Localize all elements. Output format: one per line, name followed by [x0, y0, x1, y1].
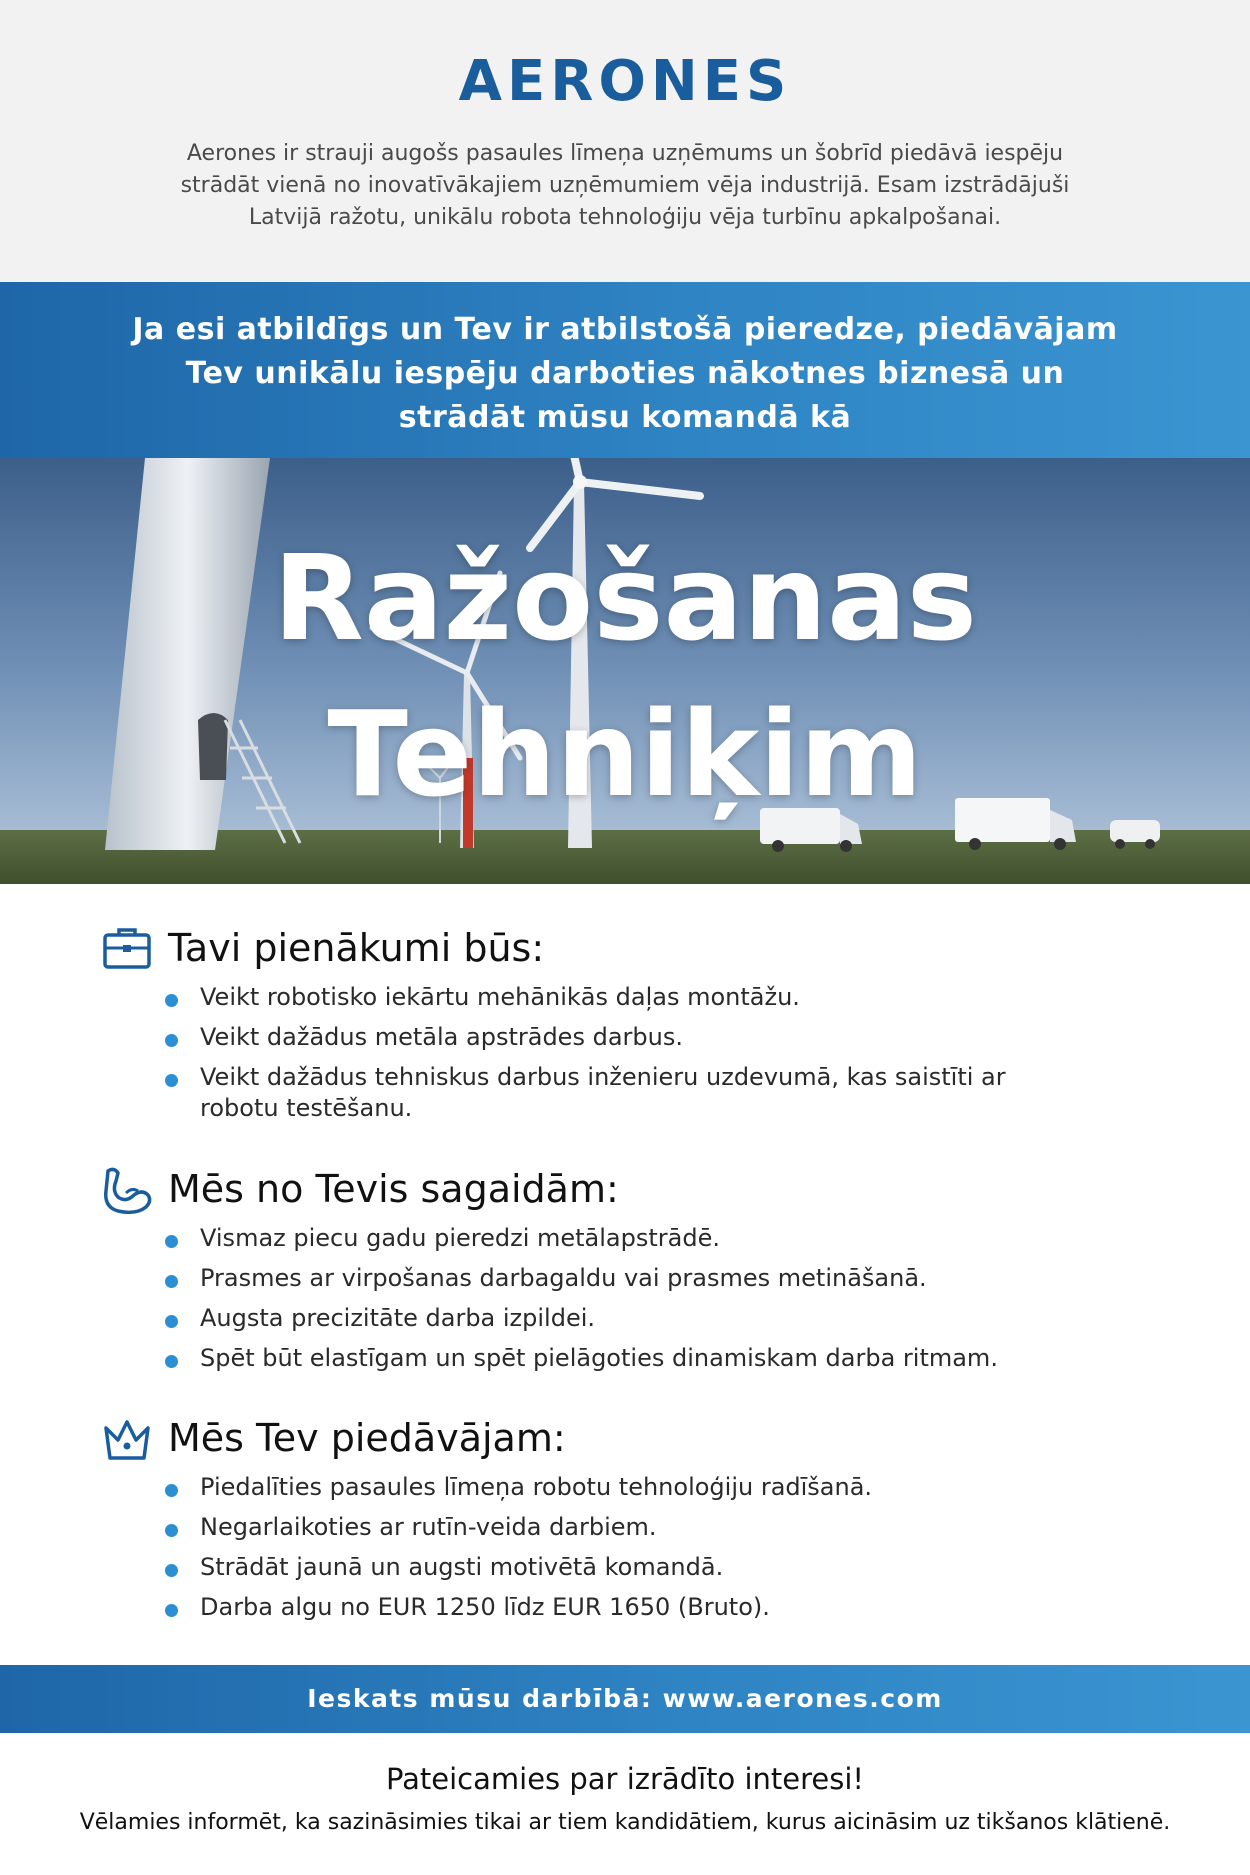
bullet-icon [165, 1604, 178, 1617]
bullet-icon [165, 1524, 178, 1537]
invitation-line-2: Tev unikālu iespēju darboties nākotnes biznesā un [185, 356, 1065, 391]
invitation-band [0, 282, 1250, 458]
website-link[interactable]: Ieskats mūsu darbībā: www.aerones.com [0, 1665, 1250, 1733]
list-item: Veikt robotisko iekārtu mehānikās daļas montāžu. [200, 982, 1060, 1013]
job-title-line-2: Tehniķim [327, 685, 923, 823]
section-title: Tavi pienākumi būs: [168, 926, 545, 970]
job-title [0, 520, 1250, 832]
crown-icon [100, 1412, 154, 1466]
logo-wordmark: AERONES [458, 49, 792, 114]
bullet-icon [165, 1275, 178, 1288]
bullet-icon [165, 1355, 178, 1368]
section-offer [100, 1412, 1150, 1632]
list-item: Piedalīties pasaules līmeņa robotu tehnoloģiju radīšanā. [200, 1472, 1060, 1503]
bullet-icon [165, 1034, 178, 1047]
section-header [100, 1412, 1150, 1462]
intro-text: Aerones ir strauji augošs pasaules līmeņa uzņēmums un šobrīd piedāvā iespēju strādāt vienā no inovatīvākajiem uzņēmumiem vēja industrijā. Esam izstrādājuši Latvijā ražotu, unikālu robota tehnoloģiju vēja turbīnu apkalpošanai. [180, 141, 1070, 230]
invitation-text [100, 308, 1150, 440]
requirements-list [200, 1223, 1150, 1374]
notice-text: Vēlamies informēt, ka sazināsimies tikai ar tiem kandidātiem, kurus aicināsim uz tikšanos klātienē. [79, 1810, 1171, 1835]
list-item: Spēt būt elastīgam un spēt pielāgoties dinamiskam darba ritmam. [200, 1343, 1060, 1374]
section-header [100, 1163, 1150, 1213]
briefcase-icon [100, 922, 154, 976]
list-item: Veikt dažādus tehniskus darbus inženieru uzdevumā, kas saistīti ar robotu testēšanu. [200, 1062, 1060, 1124]
job-title-line-1: Ražošanas [273, 529, 977, 667]
bullet-icon [165, 1235, 178, 1248]
thanks-text: Pateicamies par izrādīto interesi! [385, 1762, 865, 1796]
offer-list [200, 1472, 1150, 1623]
list-item: Prasmes ar virpošanas darbagaldu vai prasmes metināšanā. [200, 1263, 1060, 1294]
bullet-icon [165, 1484, 178, 1497]
flexed-arm-icon [100, 1163, 154, 1217]
list-item: Darba algu no EUR 1250 līdz EUR 1650 (Bruto). [200, 1592, 1060, 1623]
section-duties [100, 922, 1150, 1133]
header [0, 0, 1250, 282]
bullet-icon [165, 1564, 178, 1577]
section-title: Mēs no Tevis sagaidām: [168, 1167, 619, 1211]
section-title: Mēs Tev piedāvājam: [168, 1416, 566, 1460]
section-header [100, 922, 1150, 972]
bullet-icon [165, 1074, 178, 1087]
invitation-line-3: strādāt mūsu komandā kā [398, 400, 852, 435]
list-item: Negarlaikoties ar rutīn-veida darbiem. [200, 1512, 1060, 1543]
list-item: Strādāt jaunā un augsti motivētā komandā. [200, 1552, 1060, 1583]
aerones-logo-mark [0, 44, 1250, 114]
section-requirements [100, 1163, 1150, 1383]
list-item: Augsta precizitāte darba izpildei. [200, 1303, 1060, 1334]
invitation-line-1: Ja esi atbildīgs un Tev ir atbilstošā pieredze, piedāvājam [132, 312, 1118, 347]
bullet-icon [165, 1315, 178, 1328]
list-item: Vismaz piecu gadu pieredzi metālapstrādē. [200, 1223, 1060, 1254]
hero-image [0, 458, 1250, 884]
duties-list [200, 982, 1150, 1124]
bullet-icon [165, 994, 178, 1007]
list-item: Veikt dažādus metāla apstrādes darbus. [200, 1022, 1060, 1053]
